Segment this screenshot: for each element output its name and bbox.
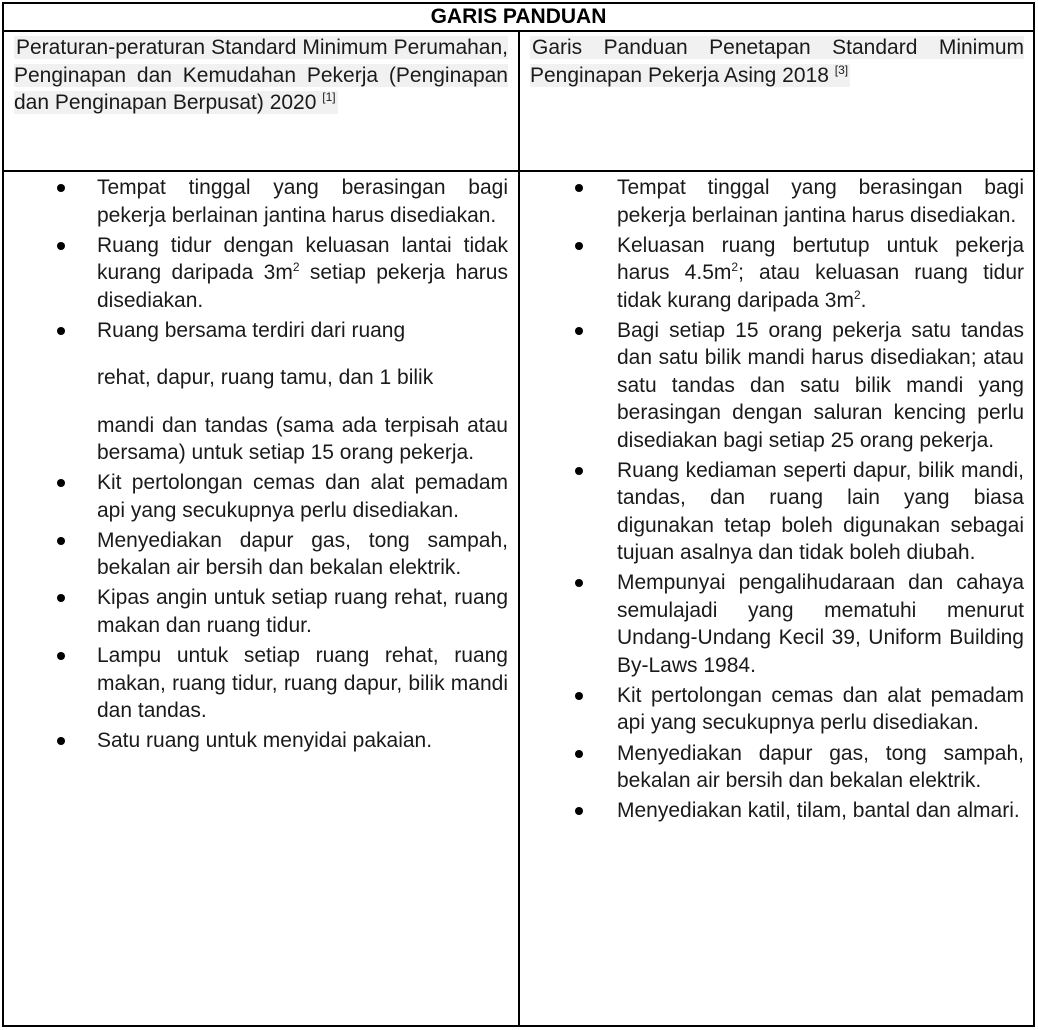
- bullet-icon: [575, 467, 583, 475]
- column-header-left: [14, 34, 508, 117]
- bullet-list: [520, 174, 1034, 825]
- list-item: Menyediakan dapur gas, tong sampah, bekalan air bersih dan bekalan elektrik.: [520, 740, 1034, 795]
- bullet-icon: [57, 737, 65, 745]
- list-item: Menyediakan dapur gas, tong sampah, bekalan air bersih dan bekalan elektrik.: [4, 527, 518, 582]
- list-item: Menyediakan katil, tilam, bantal dan almari.: [520, 797, 1034, 825]
- list-item: Ruang kediaman seperti dapur, bilik mandi, tandas, dan ruang lain yang biasa digunakan tetap boleh digunakan sebagai tujuan asalnya dan tidak boleh diubah.: [520, 457, 1034, 567]
- header-divider: [4, 170, 1033, 172]
- bullet-list: [4, 174, 518, 755]
- bullet-icon: [57, 594, 65, 602]
- list-item: Ruang tidur dengan keluasan lantai tidak kurang daripada $3m^2$ setiap pekerja harus disediakan.: [4, 232, 518, 315]
- bullet-icon: [575, 579, 583, 587]
- bullet-icon: [57, 242, 65, 250]
- bullet-icon: [575, 242, 583, 250]
- column-header-left-text: Peraturan-peraturan Standard Minimum Perumahan, Penginapan dan Kemudahan Pekerja (Penginapan dan Penginapan Berpusat) 2020: [14, 36, 508, 114]
- bullet-icon: [57, 184, 65, 192]
- guideline-table: [2, 2, 1035, 1027]
- list-item: Bagi setiap 15 orang pekerja satu tandas dan satu bilik mandi harus disediakan; atau satu tandas dan satu bilik mandi yang berasingan dengan saluran kencing perlu disediakan bagi setiap 25 orang pekerja.: [520, 317, 1034, 455]
- column-header-right: [530, 34, 1024, 89]
- bullet-icon: [575, 184, 583, 192]
- bullet-icon: [57, 652, 65, 660]
- list-item: Kipas angin untuk setiap ruang rehat, ruang makan dan ruang tidur.: [4, 584, 518, 639]
- reference-mark: [3]: [834, 62, 849, 77]
- list-item: Mempunyai pengalihudaraan dan cahaya semulajadi yang mematuhi menurut Undang-Undang Kecil 39, Uniform Building By-Laws 1984.: [520, 569, 1034, 679]
- list-item: Ruang bersama terdiri dari ruang rehat, dapur, ruang tamu, dan 1 bilik mandi dan tandas (sama ada terpisah atau bersama) untuk setiap 15 orang pekerja.: [4, 317, 518, 467]
- bullet-icon: [57, 327, 65, 335]
- list-item: Satu ruang untuk menyidai pakaian.: [4, 727, 518, 755]
- column-header-right-text: Garis Panduan Penetapan Standard Minimum Penginapan Pekerja Asing 2018: [530, 36, 1024, 87]
- list-item: Keluasan ruang bertutup untuk pekerja harus $4.5m^2$; atau keluasan ruang tidur tidak kurang daripada $3m^2$.: [520, 232, 1034, 315]
- column-body-right: [520, 174, 1034, 827]
- list-item: Tempat tinggal yang berasingan bagi pekerja berlainan jantina harus disediakan.: [520, 174, 1034, 229]
- bullet-icon: [575, 750, 583, 758]
- list-item: Kit pertolongan cemas dan alat pemadam api yang secukupnya perlu disediakan.: [520, 682, 1034, 737]
- list-item: Kit pertolongan cemas dan alat pemadam api yang secukupnya perlu disediakan.: [4, 469, 518, 524]
- bullet-icon: [575, 807, 583, 815]
- bullet-icon: [57, 537, 65, 545]
- table-title: GARIS PANDUAN: [4, 4, 1033, 32]
- bullet-icon: [575, 692, 583, 700]
- list-item: Lampu untuk setiap ruang rehat, ruang makan, ruang tidur, ruang dapur, bilik mandi dan tandas.: [4, 642, 518, 725]
- list-item: Tempat tinggal yang berasingan bagi pekerja berlainan jantina harus disediakan.: [4, 174, 518, 229]
- bullet-icon: [57, 479, 65, 487]
- bullet-icon: [575, 327, 583, 335]
- reference-mark: [1]: [322, 90, 336, 104]
- column-body-left: [4, 174, 518, 757]
